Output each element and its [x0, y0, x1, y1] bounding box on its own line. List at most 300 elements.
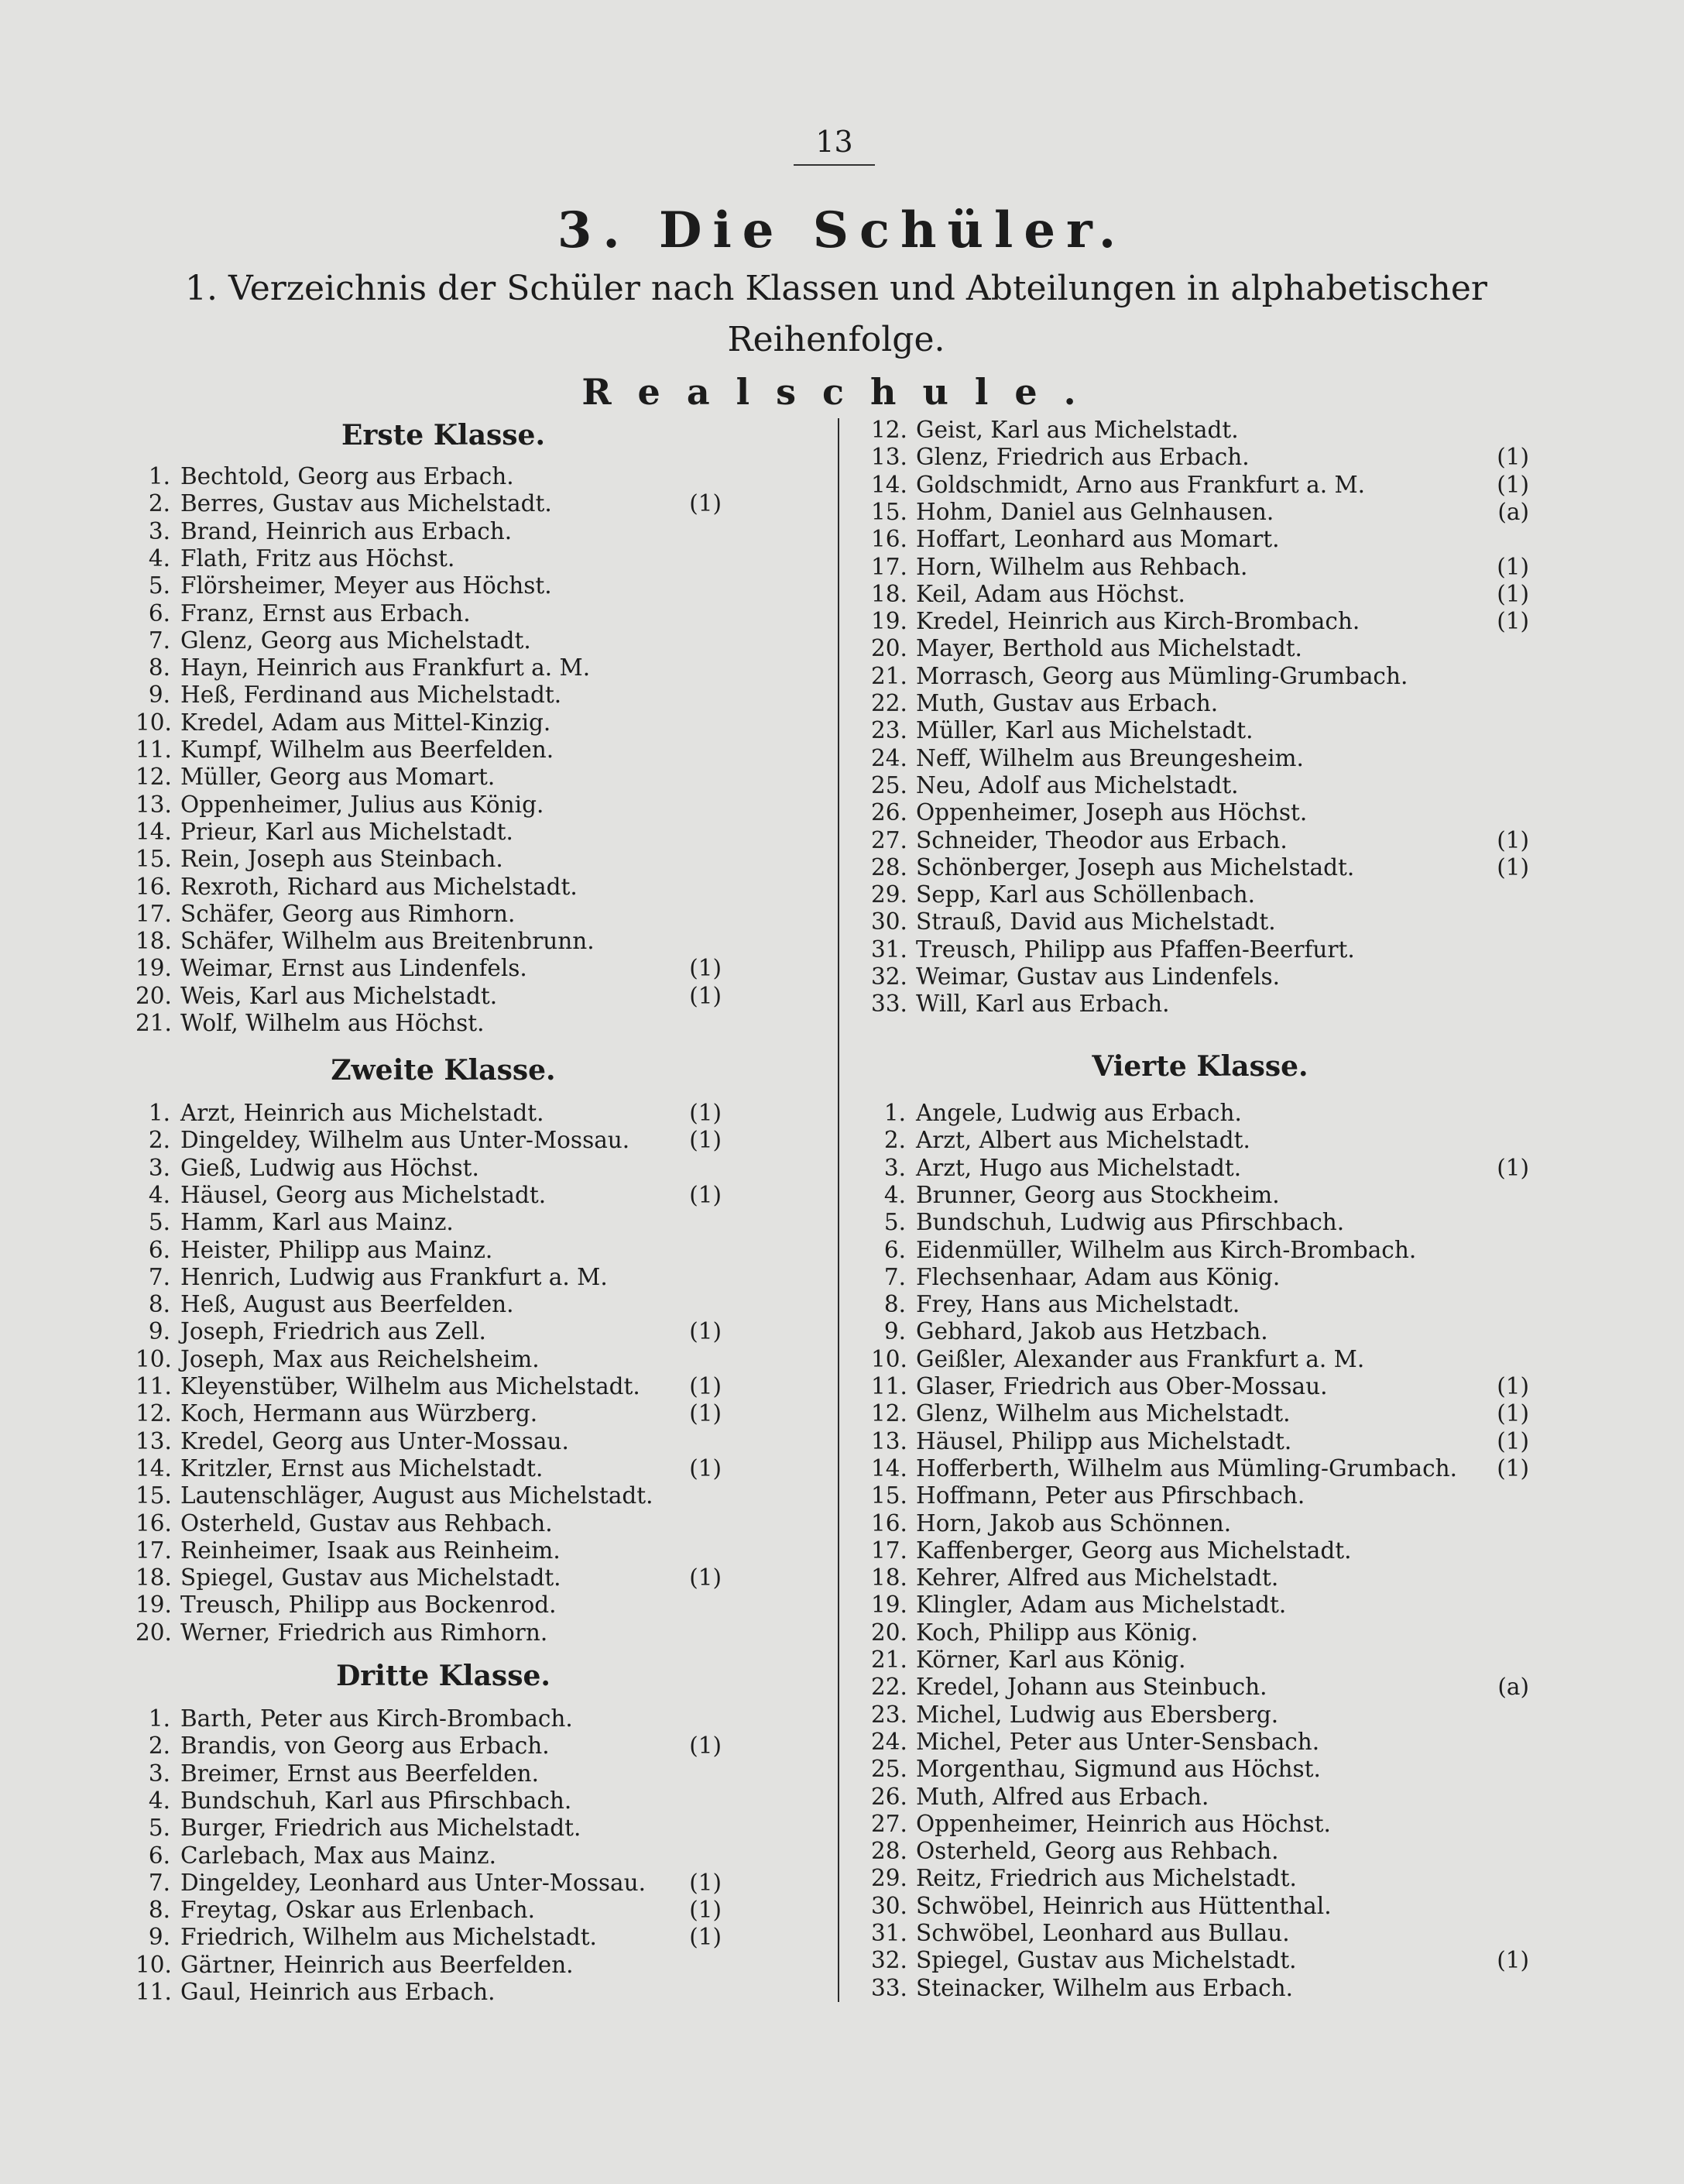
- student-name: Carlebach, Max aus Mainz.: [180, 1842, 496, 1869]
- entry-number: 28.: [871, 1838, 907, 1865]
- student-entry: [871, 499, 1529, 526]
- student-name: Hofferberth, Wilhelm aus Mümling-Grumbach.: [916, 1454, 1457, 1482]
- student-name: Keil, Adam aus Höchst.: [916, 580, 1185, 607]
- entry-number: 2.: [148, 1732, 170, 1760]
- entry-number: 18.: [135, 928, 172, 955]
- entry-mark: (1): [689, 1869, 722, 1896]
- entry-number: 10.: [135, 709, 172, 736]
- entry-number: 13.: [871, 444, 907, 471]
- student-entry: [135, 1564, 751, 1592]
- student-name: Joseph, Friedrich aus Zell.: [180, 1318, 486, 1345]
- student-name: Spiegel, Gustav aus Michelstadt.: [180, 1564, 561, 1592]
- student-entry: [871, 1647, 1529, 1674]
- entry-number: 26.: [871, 1783, 907, 1810]
- student-entry: [871, 1893, 1529, 1920]
- student-entry: [135, 1705, 751, 1732]
- student-entry: [135, 1237, 751, 1264]
- student-entry: [871, 1182, 1529, 1209]
- student-entry: [135, 627, 751, 654]
- entry-number: 19.: [135, 955, 172, 982]
- student-name: Hayn, Heinrich aus Frankfurt a. M.: [180, 654, 591, 682]
- student-entry: [135, 1182, 751, 1209]
- student-name: Bechtold, Georg aus Erbach.: [180, 463, 514, 489]
- entry-number: 1.: [148, 1705, 170, 1732]
- student-name: Steinacker, Wilhelm aus Erbach.: [916, 1974, 1294, 2001]
- entry-number: 24.: [871, 744, 907, 771]
- student-entry: [871, 1564, 1529, 1592]
- entry-number: 21.: [135, 1010, 172, 1036]
- entry-mark: (1): [1497, 444, 1529, 471]
- entry-mark: (1): [1497, 1373, 1529, 1399]
- student-entry: [871, 1237, 1529, 1264]
- student-entry: [871, 554, 1529, 581]
- entry-number: 8.: [883, 1291, 906, 1318]
- student-name: Morgenthau, Sigmund aus Höchst.: [916, 1756, 1321, 1783]
- student-entry: [871, 963, 1529, 991]
- student-entry: [871, 1264, 1529, 1291]
- student-entry: [871, 1318, 1529, 1345]
- entry-number: 9.: [148, 1924, 170, 1951]
- entry-number: 12.: [871, 417, 907, 443]
- student-entry: [135, 1127, 751, 1154]
- student-name: Brandis, von Georg aus Erbach.: [180, 1732, 550, 1760]
- student-name: Bundschuh, Karl aus Pfirschbach.: [180, 1787, 572, 1814]
- student-name: Horn, Wilhelm aus Rehbach.: [916, 553, 1248, 580]
- student-entry: [871, 799, 1529, 826]
- student-name: Neff, Wilhelm aus Breungesheim.: [916, 744, 1304, 771]
- student-name: Bundschuh, Ludwig aus Pfirschbach.: [916, 1209, 1345, 1236]
- student-entry: [871, 635, 1529, 662]
- entry-mark: (1): [1497, 608, 1529, 635]
- student-entry: [135, 846, 751, 873]
- entry-mark: (1): [689, 1100, 722, 1126]
- entry-number: 29.: [871, 1865, 907, 1892]
- entry-mark: (1): [1497, 1427, 1529, 1454]
- student-name: Glenz, Wilhelm aus Michelstadt.: [916, 1400, 1291, 1427]
- student-entry: [135, 737, 751, 764]
- student-name: Hamm, Karl aus Mainz.: [180, 1209, 454, 1236]
- student-entry: [871, 854, 1529, 881]
- student-name: Kredel, Georg aus Unter-Mossau.: [180, 1427, 569, 1454]
- student-entry: [135, 1787, 751, 1815]
- entry-number: 17.: [871, 1537, 907, 1564]
- class-heading: Erste Klasse.: [341, 419, 545, 452]
- student-name: Schönberger, Joseph aus Michelstadt.: [916, 853, 1355, 881]
- entry-number: 18.: [871, 1564, 907, 1592]
- entry-mark: (1): [1497, 580, 1529, 607]
- entry-number: 24.: [871, 1728, 907, 1755]
- student-name: Oppenheimer, Heinrich aus Höchst.: [916, 1810, 1331, 1837]
- student-name: Körner, Karl aus König.: [916, 1647, 1186, 1673]
- entry-number: 30.: [871, 908, 907, 936]
- student-entry: [871, 1100, 1529, 1127]
- entry-number: 7.: [883, 1263, 906, 1290]
- student-name: Franz, Ernst aus Erbach.: [180, 599, 471, 627]
- entry-number: 20.: [135, 1619, 172, 1646]
- entry-number: 3.: [883, 1154, 906, 1181]
- student-entry: [871, 1756, 1529, 1783]
- entry-number: 10.: [135, 1951, 172, 1978]
- student-entry: [135, 1209, 751, 1236]
- entry-number: 8.: [148, 654, 170, 682]
- student-entry: [135, 1155, 751, 1182]
- student-entry: [871, 772, 1529, 799]
- entry-mark: (1): [689, 1318, 722, 1345]
- student-entry: [871, 1619, 1529, 1647]
- student-name: Lautenschläger, August aus Michelstadt.: [180, 1482, 653, 1509]
- student-entry: [135, 1952, 751, 1979]
- student-entry: [871, 1291, 1529, 1318]
- entry-number: 15.: [871, 498, 907, 525]
- student-name: Heister, Philipp aus Mainz.: [180, 1236, 493, 1263]
- student-entry: [871, 1947, 1529, 1974]
- entry-number: 6.: [883, 1236, 906, 1263]
- entry-number: 15.: [135, 846, 172, 873]
- student-entry: [871, 663, 1529, 690]
- student-name: Brunner, Georg aus Stockheim.: [916, 1181, 1280, 1208]
- student-name: Joseph, Max aus Reichelsheim.: [180, 1345, 540, 1372]
- student-entry: [871, 1975, 1529, 2002]
- student-entry: [871, 1592, 1529, 1619]
- student-entry: [135, 1897, 751, 1924]
- student-name: Glaser, Friedrich aus Ober-Mossau.: [916, 1373, 1328, 1399]
- student-name: Gebhard, Jakob aus Hetzbach.: [916, 1318, 1268, 1345]
- entry-mark: (1): [1497, 1454, 1529, 1482]
- student-entry: [871, 1729, 1529, 1756]
- student-entry: [871, 1537, 1529, 1564]
- entry-number: 21.: [871, 662, 907, 689]
- student-entry: [135, 792, 751, 819]
- student-entry: [871, 1373, 1529, 1400]
- entry-mark: (a): [1497, 1674, 1529, 1701]
- entry-number: 1.: [148, 1100, 170, 1126]
- student-entry: [135, 874, 751, 901]
- entry-number: 31.: [871, 936, 907, 963]
- student-entry: [871, 581, 1529, 608]
- student-name: Hoffmann, Peter aus Pfirschbach.: [916, 1482, 1305, 1509]
- student-entry: [871, 1127, 1529, 1154]
- student-name: Friedrich, Wilhelm aus Michelstadt.: [180, 1924, 597, 1951]
- student-entry: [135, 490, 751, 517]
- student-name: Hohm, Daniel aus Gelnhausen.: [916, 498, 1274, 525]
- entry-number: 32.: [871, 1947, 907, 1974]
- student-name: Klingler, Adam aus Michelstadt.: [916, 1592, 1287, 1619]
- student-name: Spiegel, Gustav aus Michelstadt.: [916, 1947, 1297, 1974]
- student-name: Dingeldey, Leonhard aus Unter-Mossau.: [180, 1869, 647, 1896]
- entry-number: 33.: [871, 991, 907, 1018]
- entry-number: 17.: [135, 1537, 172, 1564]
- student-name: Mayer, Berthold aus Michelstadt.: [916, 635, 1302, 662]
- student-entry: [871, 717, 1529, 744]
- student-entry: [135, 928, 751, 955]
- student-name: Breimer, Ernst aus Beerfelden.: [180, 1760, 540, 1787]
- entry-number: 20.: [871, 1619, 907, 1646]
- entry-mark: (1): [689, 955, 722, 982]
- entry-number: 16.: [871, 1509, 907, 1537]
- column-divider: [838, 418, 839, 2002]
- student-name: Schwöbel, Leonhard aus Bullau.: [916, 1920, 1290, 1946]
- entry-number: 33.: [871, 1974, 907, 2001]
- entry-number: 14.: [871, 471, 907, 498]
- student-name: Burger, Friedrich aus Michelstadt.: [180, 1815, 581, 1842]
- student-name: Arzt, Hugo aus Michelstadt.: [916, 1154, 1242, 1181]
- entry-number: 7.: [148, 1263, 170, 1290]
- student-entry: [135, 1510, 751, 1537]
- entry-number: 19.: [135, 1592, 172, 1619]
- student-name: Kumpf, Wilhelm aus Beerfelden.: [180, 737, 554, 763]
- student-entry: [871, 1346, 1529, 1373]
- entry-number: 5.: [148, 1209, 170, 1236]
- student-entry: [871, 472, 1529, 499]
- entry-number: 3.: [148, 1760, 170, 1787]
- entry-mark: (1): [689, 1127, 722, 1154]
- student-name: Häusel, Philipp aus Michelstadt.: [916, 1427, 1292, 1454]
- student-name: Brand, Heinrich aus Erbach.: [180, 517, 513, 544]
- entry-number: 9.: [148, 682, 170, 709]
- entry-number: 27.: [871, 1810, 907, 1837]
- student-name: Treusch, Philipp aus Pfaffen-Beerfurt.: [916, 936, 1355, 963]
- entry-number: 3.: [148, 517, 170, 544]
- student-entry: [135, 1346, 751, 1373]
- entry-number: 12.: [871, 1400, 907, 1427]
- entry-number: 23.: [871, 1701, 907, 1728]
- student-name: Horn, Jakob aus Schönnen.: [916, 1509, 1232, 1537]
- student-entry: [871, 690, 1529, 717]
- entry-number: 10.: [135, 1345, 172, 1372]
- student-name: Kredel, Johann aus Steinbuch.: [916, 1674, 1267, 1701]
- entry-mark: (1): [1497, 826, 1529, 853]
- student-name: Flechsenhaar, Adam aus König.: [916, 1263, 1281, 1290]
- student-entry: [871, 608, 1529, 635]
- student-name: Weimar, Gustav aus Lindenfels.: [916, 963, 1280, 990]
- entry-mark: (1): [1497, 1154, 1529, 1181]
- student-entry: [135, 1264, 751, 1291]
- entry-number: 11.: [135, 737, 172, 763]
- student-entry: [135, 1537, 751, 1564]
- entry-number: 9.: [883, 1318, 906, 1345]
- entry-number: 2.: [148, 490, 170, 517]
- class-heading: Zweite Klasse.: [331, 1054, 556, 1087]
- student-entry: [135, 1924, 751, 1951]
- entry-number: 8.: [148, 1897, 170, 1924]
- entry-mark: (1): [689, 1454, 722, 1482]
- student-name: Glenz, Friedrich aus Erbach.: [916, 444, 1250, 471]
- student-name: Häusel, Georg aus Michelstadt.: [180, 1181, 547, 1208]
- student-name: Flath, Fritz aus Höchst.: [180, 544, 455, 572]
- entry-number: 3.: [148, 1154, 170, 1181]
- student-name: Weimar, Ernst aus Lindenfels.: [180, 955, 527, 982]
- student-name: Muth, Gustav aus Erbach.: [916, 690, 1219, 716]
- student-entry: [135, 654, 751, 682]
- student-name: Osterheld, Georg aus Rehbach.: [916, 1838, 1279, 1865]
- student-entry: [871, 1209, 1529, 1236]
- entry-number: 29.: [871, 881, 907, 908]
- student-entry: [135, 1815, 751, 1842]
- entry-number: 22.: [871, 690, 907, 716]
- student-name: Rexroth, Richard aus Michelstadt.: [180, 873, 578, 900]
- student-name: Kredel, Adam aus Mittel-Kinzig.: [180, 709, 551, 736]
- entry-number: 19.: [871, 608, 907, 635]
- student-name: Reitz, Friedrich aus Michelstadt.: [916, 1865, 1297, 1892]
- student-entry: [135, 1592, 751, 1619]
- entry-number: 9.: [148, 1318, 170, 1345]
- student-entry: [135, 1100, 751, 1127]
- entry-number: 18.: [135, 1564, 172, 1592]
- student-entry: [135, 1291, 751, 1318]
- student-entry: [135, 819, 751, 846]
- student-entry: [135, 572, 751, 599]
- student-name: Flörsheimer, Meyer aus Höchst.: [180, 572, 552, 599]
- student-entry: [135, 518, 751, 545]
- student-entry: [135, 1842, 751, 1870]
- student-entry: [871, 1674, 1529, 1701]
- student-entry: [135, 600, 751, 627]
- student-name: Henrich, Ludwig aus Frankfurt a. M.: [180, 1263, 608, 1290]
- entry-number: 4.: [148, 1181, 170, 1208]
- student-name: Kritzler, Ernst aus Michelstadt.: [180, 1454, 544, 1482]
- student-entry: [135, 545, 751, 572]
- student-entry: [135, 1373, 751, 1400]
- student-name: Heß, Ferdinand aus Michelstadt.: [180, 682, 562, 709]
- student-entry: [871, 1428, 1529, 1455]
- student-name: Strauß, David aus Michelstadt.: [916, 908, 1276, 936]
- entry-number: 31.: [871, 1920, 907, 1946]
- student-entry: [135, 682, 751, 709]
- student-entry: [135, 1979, 751, 2006]
- student-entry: [135, 1318, 751, 1345]
- section-title: 3. Die Schüler.: [557, 201, 1127, 259]
- entry-mark: (1): [689, 1181, 722, 1208]
- class-heading: Vierte Klasse.: [1092, 1050, 1308, 1083]
- student-name: Arzt, Albert aus Michelstadt.: [916, 1127, 1250, 1154]
- student-entry: [135, 1760, 751, 1787]
- entry-number: 5.: [148, 1815, 170, 1842]
- student-entry: [871, 1482, 1529, 1509]
- student-entry: [871, 1811, 1529, 1838]
- student-name: Müller, Georg aus Momart.: [180, 764, 496, 791]
- entry-number: 8.: [148, 1291, 170, 1318]
- entry-number: 20.: [871, 635, 907, 662]
- student-entry: [871, 1784, 1529, 1811]
- entry-number: 15.: [871, 1482, 907, 1509]
- student-name: Freytag, Oskar aus Erlenbach.: [180, 1897, 536, 1924]
- entry-number: 12.: [135, 1400, 172, 1427]
- entry-number: 14.: [135, 818, 172, 845]
- student-entry: [135, 1482, 751, 1509]
- student-name: Frey, Hans aus Michelstadt.: [916, 1291, 1240, 1318]
- entry-mark: (1): [689, 982, 722, 1009]
- entry-mark: (1): [1497, 471, 1529, 498]
- student-entry: [135, 983, 751, 1010]
- entry-number: 6.: [148, 1236, 170, 1263]
- entry-number: 16.: [135, 1509, 172, 1537]
- student-name: Werner, Friedrich aus Rimhorn.: [180, 1619, 548, 1646]
- student-entry: [871, 444, 1529, 471]
- school-heading: Realschule.: [581, 371, 1103, 413]
- student-name: Gärtner, Heinrich aus Beerfelden.: [180, 1951, 574, 1978]
- entry-number: 2.: [883, 1127, 906, 1154]
- student-entry: [135, 1400, 751, 1427]
- student-name: Müller, Karl aus Michelstadt.: [916, 717, 1254, 744]
- student-entry: [135, 709, 751, 737]
- student-name: Eidenmüller, Wilhelm aus Kirch-Brombach.: [916, 1236, 1417, 1263]
- entry-number: 32.: [871, 963, 907, 990]
- student-name: Kaffenberger, Georg aus Michelstadt.: [916, 1537, 1352, 1564]
- student-entry: [135, 901, 751, 928]
- student-name: Berres, Gustav aus Michelstadt.: [180, 490, 552, 517]
- student-name: Glenz, Georg aus Michelstadt.: [180, 627, 531, 654]
- class-heading: Dritte Klasse.: [336, 1660, 550, 1692]
- entry-number: 21.: [871, 1647, 907, 1673]
- student-entry: [135, 1619, 751, 1647]
- student-name: Prieur, Karl aus Michelstadt.: [180, 818, 513, 845]
- student-name: Will, Karl aus Erbach.: [916, 991, 1170, 1018]
- entry-mark: (1): [689, 1897, 722, 1924]
- student-name: Michel, Ludwig aus Ebersberg.: [916, 1701, 1279, 1728]
- student-name: Kredel, Heinrich aus Kirch-Brombach.: [916, 608, 1360, 635]
- entry-number: 11.: [135, 1979, 172, 2005]
- student-name: Barth, Peter aus Kirch-Brombach.: [180, 1705, 573, 1732]
- entry-number: 18.: [871, 580, 907, 607]
- student-entry: [135, 1010, 751, 1037]
- page-number: 13: [794, 124, 875, 166]
- entry-number: 13.: [135, 1427, 172, 1454]
- student-name: Schäfer, Georg aus Rimhorn.: [180, 900, 516, 927]
- entry-mark: (1): [689, 1564, 722, 1592]
- student-name: Heß, August aus Beerfelden.: [180, 1291, 514, 1318]
- entry-mark: (1): [1497, 553, 1529, 580]
- student-name: Michel, Peter aus Unter-Sensbach.: [916, 1728, 1320, 1755]
- student-name: Goldschmidt, Arno aus Frankfurt a. M.: [916, 471, 1366, 498]
- entry-number: 19.: [871, 1592, 907, 1619]
- entry-number: 4.: [883, 1181, 906, 1208]
- student-entry: [135, 1870, 751, 1897]
- student-name: Hoffart, Leonhard aus Momart.: [916, 526, 1280, 553]
- student-name: Neu, Adolf aus Michelstadt.: [916, 771, 1239, 798]
- student-name: Morrasch, Georg aus Mümling-Grumbach.: [916, 662, 1408, 689]
- entry-mark: (1): [1497, 1400, 1529, 1427]
- student-name: Oppenheimer, Julius aus König.: [180, 791, 544, 818]
- entry-number: 25.: [871, 771, 907, 798]
- student-entry: [871, 1865, 1529, 1892]
- student-name: Schwöbel, Heinrich aus Hüttenthal.: [916, 1892, 1332, 1919]
- entry-number: 28.: [871, 853, 907, 881]
- student-entry: [871, 417, 1529, 444]
- entry-mark: (1): [689, 1373, 722, 1399]
- student-entry: [871, 1920, 1529, 1947]
- entry-number: 27.: [871, 826, 907, 853]
- student-name: Osterheld, Gustav aus Rehbach.: [180, 1509, 553, 1537]
- student-name: Muth, Alfred aus Erbach.: [916, 1783, 1209, 1810]
- student-entry: [871, 827, 1529, 854]
- entry-number: 1.: [883, 1100, 906, 1126]
- entry-number: 7.: [148, 1869, 170, 1896]
- entry-mark: (1): [689, 1732, 722, 1760]
- student-entry: [135, 1428, 751, 1455]
- student-entry: [135, 463, 751, 490]
- entry-number: 5.: [883, 1209, 906, 1236]
- section-subtitle: 1. Verzeichnis der Schüler nach Klassen und Abteilungen in alphabetischer Reihenfolge.: [185, 269, 1487, 359]
- entry-number: 14.: [135, 1454, 172, 1482]
- student-entry: [871, 1510, 1529, 1537]
- student-name: Schneider, Theodor aus Erbach.: [916, 826, 1288, 853]
- entry-number: 2.: [148, 1127, 170, 1154]
- entry-number: 16.: [135, 873, 172, 900]
- entry-number: 13.: [871, 1427, 907, 1454]
- student-name: Reinheimer, Isaak aus Reinheim.: [180, 1537, 561, 1564]
- student-entry: [871, 936, 1529, 963]
- student-entry: [135, 764, 751, 791]
